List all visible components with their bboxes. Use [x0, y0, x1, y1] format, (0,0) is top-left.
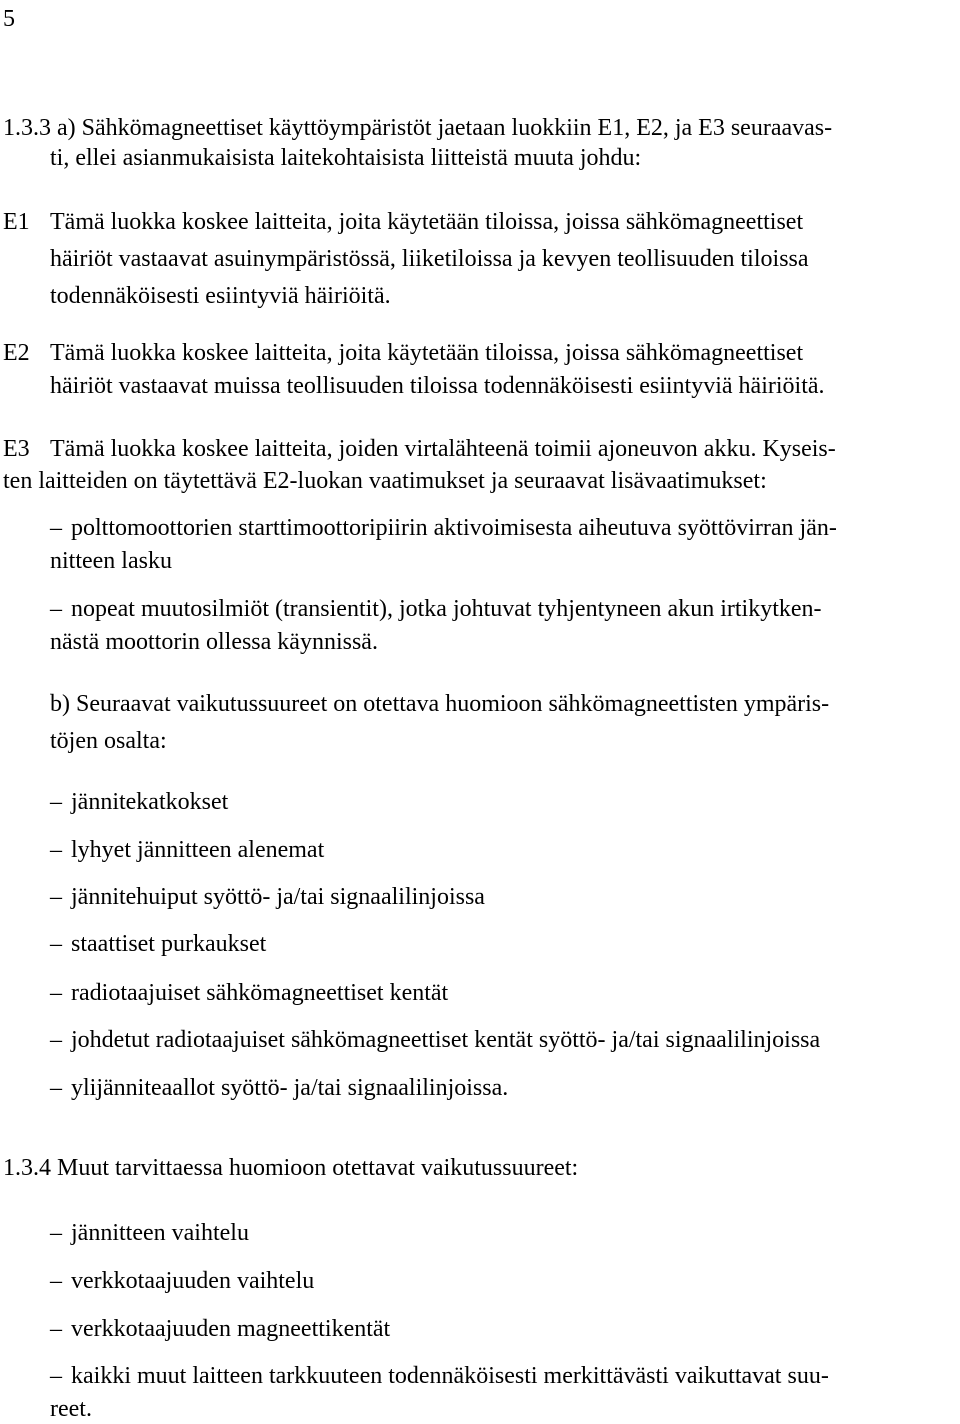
e3-requirement-item — [50, 594, 955, 657]
section-intro-line-2: ti, ellei asianmukaisista laitekohtaisista liitteistä muuta johdu: — [50, 145, 642, 171]
section-134-item-line-1: – kaikki muut laitteen tarkkuuteen todennäköisesti merkittävästi vaikuttavat suu- — [50, 1361, 955, 1394]
class-e2 — [3, 338, 955, 401]
part-b-item-text: – lyhyet jännitteen alenemat — [50, 835, 955, 865]
part-b-list-item — [50, 835, 955, 865]
e3-requirement-line-2: nästä moottorin ollessa käynnissä. — [50, 629, 378, 655]
class-e1 — [3, 207, 955, 311]
page-number: 5 — [3, 6, 15, 32]
part-b-item-text: – staattiset purkaukset — [50, 929, 955, 959]
class-e3-continuation: ten laitteiden on täytettävä E2-luokan vaatimukset ja seuraavat lisävaatimukset: — [3, 468, 767, 494]
section-134-item-line-2: reet. — [50, 1396, 92, 1422]
class-e3-line-1: Tämä luokka koskee laitteita, joiden virtalähteenä toimii ajoneuvon akku. Kyseis- — [50, 436, 836, 462]
section-134-list-item — [50, 1266, 955, 1296]
part-b-list-item — [50, 882, 955, 912]
part-b-list-item — [50, 787, 955, 817]
section-134-list-item — [50, 1314, 955, 1344]
part-b-list-item — [50, 1025, 955, 1055]
class-e1-line-2: häiriöt vastaavat asuinympäristössä, liiketiloissa ja kevyen teollisuuden tiloissa — [50, 246, 809, 272]
e3-requirement-line-2: nitteen lasku — [50, 548, 172, 574]
part-b-item-text: – jännitekatkokset — [50, 787, 955, 817]
part-b-intro — [50, 689, 955, 756]
section-intro-line-1: 1.3.3 a) Sähkömagneettiset käyttöympäristöt jaetaan luokkiin E1, E2, ja E3 seuraavas- — [3, 115, 833, 141]
class-e3-text — [50, 434, 955, 464]
class-e3 — [3, 434, 955, 464]
part-b-list-item — [50, 978, 955, 1008]
section-134-item-text: – jännitteen vaihtelu — [50, 1218, 955, 1248]
part-b-line-1: b) Seuraavat vaikutussuureet on otettava huomioon sähkömagneettisten ympäris- — [50, 691, 830, 717]
class-e1-label: E1 — [3, 209, 30, 235]
class-e2-label: E2 — [3, 340, 30, 366]
part-b-item-text: – jännitehuiput syöttö- ja/tai signaalilinjoissa — [50, 882, 955, 912]
part-b-item-text: – johdetut radiotaajuiset sähkömagneettiset kentät syöttö- ja/tai signaalilinjoissa — [50, 1025, 955, 1055]
class-e1-line-3: todennäköisesti esiintyviä häiriöitä. — [50, 283, 391, 309]
part-b-line-2: töjen osalta: — [50, 728, 167, 754]
part-b-item-text: – radiotaajuiset sähkömagneettiset kentät — [50, 978, 955, 1008]
section-134-list-item — [50, 1361, 955, 1424]
class-e3-label: E3 — [3, 436, 30, 462]
section-1-3-4-heading: 1.3.4 Muut tarvittaessa huomioon otettavat vaikutussuureet: — [3, 1155, 579, 1181]
class-e2-line-1: Tämä luokka koskee laitteita, joita käytetään tiloissa, joissa sähkömagneettiset — [50, 340, 804, 366]
section-134-list-item — [50, 1218, 955, 1248]
part-b-item-text: – ylijänniteaallot syöttö- ja/tai signaalilinjoissa. — [50, 1073, 955, 1103]
part-b-list-item — [50, 929, 955, 959]
part-b-list-item — [50, 1073, 955, 1103]
class-e2-text — [50, 338, 955, 401]
section-134-item-text: – verkkotaajuuden vaihtelu — [50, 1266, 955, 1296]
e3-requirement-line-1: – nopeat muutosilmiöt (transientit), jotka johtuvat tyhjentyneen akun irtikytken- — [50, 594, 955, 627]
e3-requirement-item — [50, 513, 955, 576]
class-e1-text — [50, 207, 955, 311]
class-e2-line-2: häiriöt vastaavat muissa teollisuuden tiloissa todennäköisesti esiintyviä häiriöitä. — [50, 373, 825, 399]
section-1-3-3-intro — [3, 113, 953, 173]
section-134-item-text: – verkkotaajuuden magneettikentät — [50, 1314, 955, 1344]
e3-requirement-line-1: – polttomoottorien starttimoottoripiirin aktivoimisesta aiheutuva syöttövirran jän- — [50, 513, 955, 546]
class-e1-line-1: Tämä luokka koskee laitteita, joita käytetään tiloissa, joissa sähkömagneettiset — [50, 209, 804, 235]
